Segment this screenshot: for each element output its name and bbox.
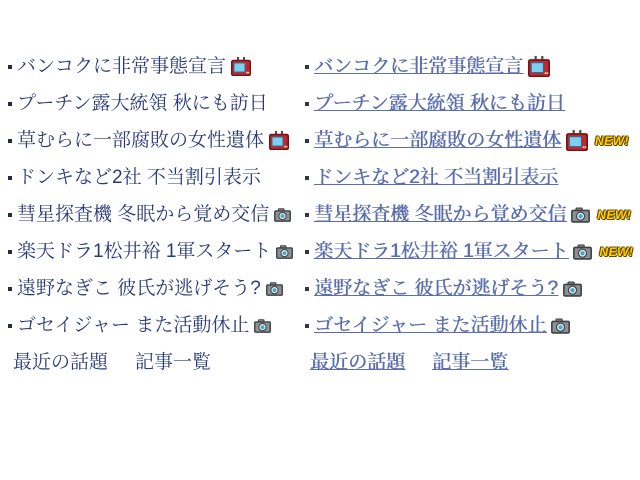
bullet-icon: [305, 324, 309, 328]
bullet-icon: [305, 176, 309, 180]
camera-icon: [573, 244, 592, 260]
headline-link[interactable]: ドンキなど2社 不当割引表示: [314, 167, 558, 188]
headline-item: [8, 307, 300, 344]
bullet-icon: [305, 102, 309, 106]
headline-link[interactable]: 楽天ドラ1松井裕 1軍スタート: [314, 241, 569, 262]
headline-link[interactable]: 楽天ドラ1松井裕 1軍スタート: [17, 241, 272, 262]
headline-link[interactable]: 彗星探査機 冬眠から覚め交信: [314, 204, 567, 225]
headline-link[interactable]: 草むらに一部腐敗の女性遺体: [17, 130, 265, 151]
bullet-icon: [8, 65, 12, 69]
headline-link[interactable]: ゴセイジャー また活動休止: [314, 315, 547, 336]
footer-links: [305, 344, 635, 381]
recent-topics-link[interactable]: 最近の話題: [13, 352, 109, 373]
new-badge: NEW!: [597, 207, 632, 222]
headline-item: [305, 159, 635, 196]
headline-item: [8, 233, 300, 270]
bullet-icon: [305, 65, 309, 69]
camera-icon: [254, 319, 271, 333]
bullet-icon: [305, 250, 309, 254]
tv-icon: [269, 131, 289, 150]
headline-list-plain: [8, 48, 300, 381]
bullet-icon: [305, 213, 309, 217]
tv-icon: [528, 56, 550, 77]
bullet-icon: [305, 139, 309, 143]
headline-item: [305, 196, 635, 233]
tv-icon: [231, 57, 251, 76]
headline-item: [305, 48, 635, 85]
headline-item: [305, 233, 635, 270]
bullet-icon: [8, 250, 12, 254]
camera-icon: [276, 245, 293, 259]
headline-item: [8, 159, 300, 196]
new-badge: NEW!: [599, 244, 634, 259]
headline-link[interactable]: ゴセイジャー また活動休止: [17, 315, 250, 336]
headline-link[interactable]: 遠野なぎこ 彼氏が逃げそう?: [314, 278, 558, 299]
headline-list-links: [305, 48, 635, 381]
headline-item: [8, 196, 300, 233]
headline-item: [8, 48, 300, 85]
bullet-icon: [8, 176, 12, 180]
article-list-link[interactable]: 記事一覧: [432, 352, 509, 373]
camera-icon: [571, 207, 590, 223]
headline-link[interactable]: 彗星探査機 冬眠から覚め交信: [17, 204, 270, 225]
headline-item: [305, 85, 635, 122]
camera-icon: [563, 281, 582, 297]
bullet-icon: [8, 324, 12, 328]
headline-link[interactable]: 草むらに一部腐敗の女性遺体: [314, 130, 562, 151]
headline-item: [8, 270, 300, 307]
headline-link[interactable]: 遠野なぎこ 彼氏が逃げそう?: [17, 278, 261, 299]
headline-link[interactable]: プーチン露大統領 秋にも訪日: [314, 93, 565, 114]
article-list-link[interactable]: 記事一覧: [135, 352, 212, 373]
tv-icon: [566, 130, 588, 151]
headline-item: [305, 307, 635, 344]
camera-icon: [551, 318, 570, 334]
headline-item: [8, 122, 300, 159]
headline-item: [305, 270, 635, 307]
bullet-icon: [305, 287, 309, 291]
headline-link[interactable]: バンコクに非常事態宣言: [17, 56, 227, 77]
headline-link[interactable]: バンコクに非常事態宣言: [314, 56, 524, 77]
bullet-icon: [8, 213, 12, 217]
bullet-icon: [8, 139, 12, 143]
new-badge: NEW!: [595, 133, 630, 148]
camera-icon: [274, 208, 291, 222]
bullet-icon: [8, 287, 12, 291]
bullet-icon: [8, 102, 12, 106]
headline-item: [8, 85, 300, 122]
headline-link[interactable]: ドンキなど2社 不当割引表示: [17, 167, 261, 188]
footer-links: [8, 344, 300, 381]
headline-link[interactable]: プーチン露大統領 秋にも訪日: [17, 93, 268, 114]
headline-item: [305, 122, 635, 159]
camera-icon: [266, 282, 283, 296]
recent-topics-link[interactable]: 最近の話題: [310, 352, 406, 373]
